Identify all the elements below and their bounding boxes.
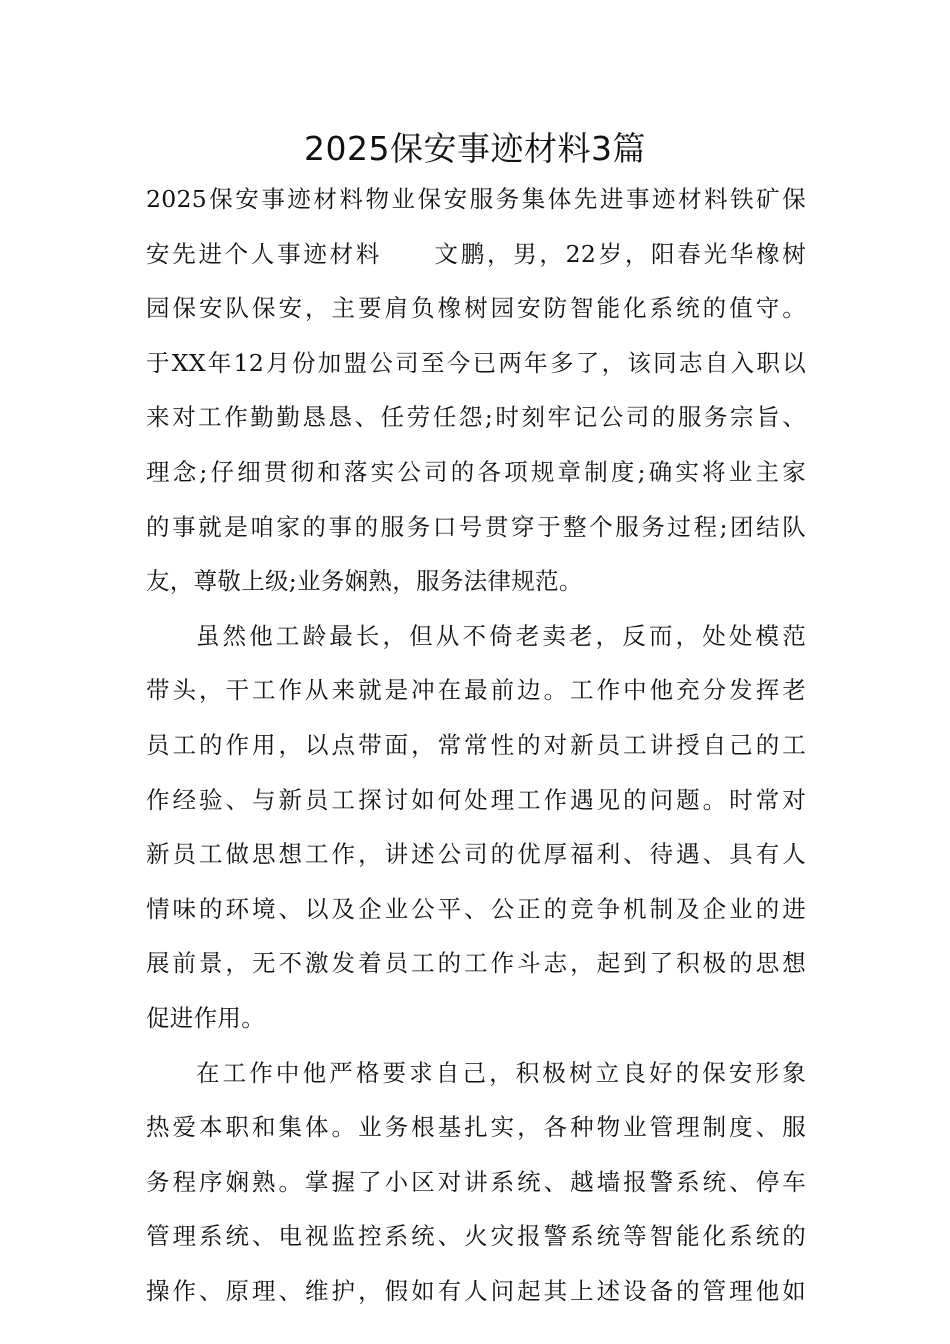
paragraph-1 [146,172,806,609]
paragraph-line: 员工的作用，以点带面，常常性的对新员工讲授自己的工 [146,730,806,759]
paragraph-line: 带头，干工作从来就是冲在最前边。工作中他充分发挥老 [146,676,806,705]
paragraph-line: 展前景，无不激发着员工的工作斗志，起到了积极的思想 [146,949,806,978]
document-body [146,172,806,1318]
paragraph-line: 于XX年12月份加盟公司至今已两年多了，该同志自入职以 [146,348,806,377]
paragraph-2 [146,609,806,1046]
paragraph-line: 安先进个人事迹材料 文鹏，男，22岁，阳春光华橡树 [146,239,806,268]
paragraph-line: 务程序娴熟。掌握了小区对讲系统、越墙报警系统、停车 [146,1167,806,1196]
paragraph-3 [146,1046,806,1319]
paragraph-line: 情味的环境、以及企业公平、公正的竞争机制及企业的进 [146,894,806,923]
paragraph-line: 的事就是咱家的事的服务口号贯穿于整个服务过程;团结队 [146,512,806,541]
paragraph-line: 来对工作勤勤恳恳、任劳任怨;时刻牢记公司的服务宗旨、 [146,403,806,432]
paragraph-line: 促进作用。 [146,1003,265,1032]
paragraph-line: 新员工做思想工作，讲述公司的优厚福利、待遇、具有人 [146,840,806,869]
paragraph-line: 虽然他工龄最长，但从不倚老卖老，反而，处处模范 [196,621,806,650]
document-title: 2025保安事迹材料3篇 [304,129,646,168]
paragraph-line: 2025保安事迹材料物业保安服务集体先进事迹材料铁矿保 [146,185,806,213]
paragraph-line: 理念;仔细贯彻和落实公司的各项规章制度;确实将业主家 [146,457,806,486]
paragraph-line: 管理系统、电视监控系统、火灾报警系统等智能化系统的 [146,1222,806,1251]
paragraph-line: 热爱本职和集体。业务根基扎实，各种物业管理制度、服 [146,1113,806,1142]
paragraph-line: 友，尊敬上级;业务娴熟，服务法律规范。 [146,567,583,596]
paragraph-line: 在工作中他严格要求自己，积极树立良好的保安形象 [196,1058,806,1087]
paragraph-line: 园保安队保安，主要肩负橡树园安防智能化系统的值守。 [146,294,806,323]
paragraph-line: 操作、原理、维护，假如有人问起其上述设备的管理他如 [146,1276,806,1305]
paragraph-line: 作经验、与新员工探讨如何处理工作遇见的问题。时常对 [146,785,806,814]
